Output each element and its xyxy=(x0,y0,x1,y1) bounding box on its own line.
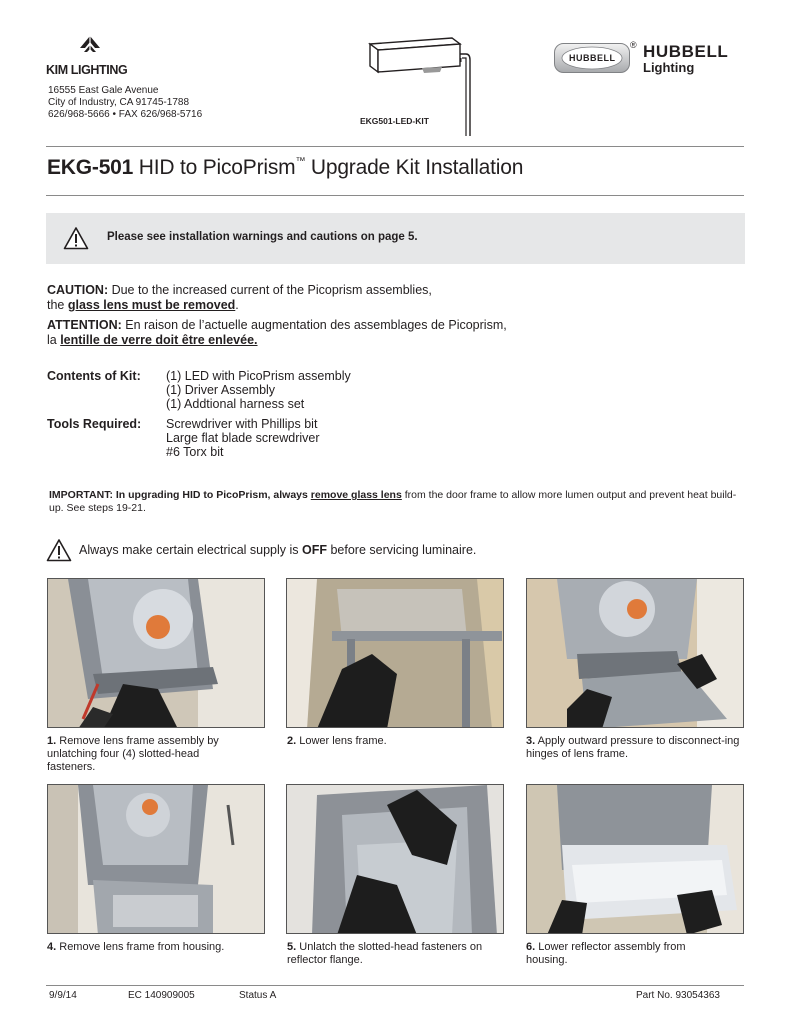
attention-label: ATTENTION: xyxy=(47,318,122,332)
caution-note xyxy=(47,283,747,313)
company-address xyxy=(48,85,202,121)
list-item: #6 Torx bit xyxy=(166,445,224,459)
step-number: 5. xyxy=(287,941,297,953)
power-off-emphasis: OFF xyxy=(302,543,327,557)
step-text: Lower lens frame. xyxy=(299,735,387,747)
step-3-caption xyxy=(526,735,741,761)
title-text-a: HID to PicoPrism xyxy=(133,156,296,179)
company-name: KIM LIGHTING xyxy=(46,63,128,77)
list-item: (1) LED with PicoPrism assembly xyxy=(166,369,351,383)
warning-triangle-icon xyxy=(63,226,89,250)
power-off-post: before servicing luminaire. xyxy=(327,543,477,557)
step-text: Unlatch the slotted-head fasteners on reflector flange. xyxy=(287,941,483,966)
step-4-photo xyxy=(47,784,265,934)
step-text: Apply outward pressure to disconnect-ing hinges of lens frame. xyxy=(526,735,740,760)
step-2-caption xyxy=(287,735,487,748)
caution-line2-post: . xyxy=(235,298,239,312)
caution-emphasis: glass lens must be removed xyxy=(67,298,236,312)
address-line: 626/968-5666 • FAX 626/968-5716 xyxy=(48,109,203,120)
step-number: 6. xyxy=(526,941,536,953)
tools-list xyxy=(166,417,320,459)
footer-part-number: Part No. 93054363 xyxy=(636,990,720,1001)
attention-note xyxy=(47,318,747,348)
step-3-photo xyxy=(526,578,744,728)
step-number: 1. xyxy=(47,735,57,747)
step-number: 2. xyxy=(287,735,297,747)
page-title xyxy=(47,156,523,180)
step-4-caption xyxy=(47,941,262,954)
hubbell-badge-text: HUBBELL xyxy=(569,53,616,63)
title-text-b: Upgrade Kit Installation xyxy=(305,156,524,179)
address-line: City of Industry, CA 91745-1788 xyxy=(48,97,190,108)
warning-band-text: Please see installation warnings and cautions on page 5. xyxy=(107,231,418,243)
trademark-mark: ™ xyxy=(295,156,306,167)
hubbell-wordmark: HUBBELL xyxy=(643,42,729,61)
power-off-pre: Always make certain electrical supply is xyxy=(79,543,302,557)
footer-date: 9/9/14 xyxy=(49,990,77,1001)
list-item: (1) Driver Assembly xyxy=(166,383,276,397)
contents-list xyxy=(166,369,351,411)
footer-ec-number: EC 140909005 xyxy=(128,990,195,1001)
caution-label: CAUTION: xyxy=(47,283,109,297)
header-rule xyxy=(46,146,744,147)
title-rule xyxy=(46,195,744,196)
step-5-photo xyxy=(286,784,504,934)
step-text: Remove lens frame from housing. xyxy=(59,941,225,953)
footer-rule xyxy=(46,985,744,986)
address-line: 16555 East Gale Avenue xyxy=(48,85,159,96)
step-number: 3. xyxy=(526,735,536,747)
caution-text: Due to the increased current of the Picoprism assemblies, xyxy=(108,283,432,297)
step-6-caption xyxy=(526,941,726,967)
title-model: EKG-501 xyxy=(47,156,134,179)
power-off-notice xyxy=(79,543,476,557)
caution-line2-pre: the xyxy=(47,298,68,312)
step-text: Remove lens frame assembly by unlatching four (4) slotted-head fasteners. xyxy=(47,735,219,773)
kim-lighting-logo-icon xyxy=(78,34,102,60)
contents-label: Contents of Kit: xyxy=(47,369,141,383)
tools-label: Tools Required: xyxy=(47,417,142,431)
list-item: Large flat blade screwdriver xyxy=(166,431,320,445)
attention-text: En raison de l’actuelle augmentation des assemblages de Picoprism, xyxy=(121,318,507,332)
important-note xyxy=(49,489,739,515)
attention-line2-pre: la xyxy=(47,333,61,347)
step-1-caption xyxy=(47,735,247,774)
hubbell-lighting-wordmark: Lighting xyxy=(643,60,695,75)
footer-status: Status A xyxy=(239,990,277,1001)
step-text: Lower reflector assembly from housing. xyxy=(526,941,686,966)
warning-triangle-icon xyxy=(46,538,72,562)
list-item: (1) Addtional harness set xyxy=(166,397,305,411)
kit-part-label: EKG501-LED-KIT xyxy=(360,116,429,126)
step-5-caption xyxy=(287,941,507,967)
step-number: 4. xyxy=(47,941,57,953)
step-6-photo xyxy=(526,784,744,934)
step-1-photo xyxy=(47,578,265,728)
step-2-photo xyxy=(286,578,504,728)
attention-emphasis: lentille de verre doit être enlevée. xyxy=(60,333,258,347)
important-rest: from the door frame to allow more lumen output and prevent heat build-up. See steps 19-21. xyxy=(49,489,737,514)
list-item: Screwdriver with Phillips bit xyxy=(166,417,318,431)
important-bold: IMPORTANT: In upgrading HID to PicoPrism, always xyxy=(49,489,311,501)
important-underlined: remove glass lens xyxy=(310,489,402,501)
registered-mark: ® xyxy=(630,40,637,50)
